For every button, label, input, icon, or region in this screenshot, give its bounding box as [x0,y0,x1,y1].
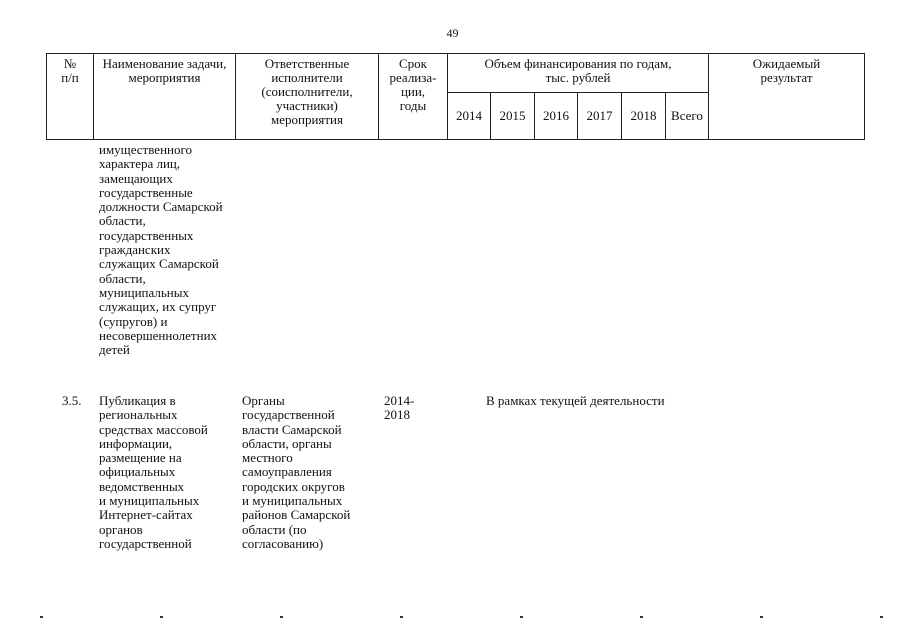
header-funding: Объем финансирования по годам, тыс. рублей [448,54,709,93]
header-year-2016: 2016 [535,93,578,140]
row-3-5-executors: Органы государственной власти Самарской области, органы местного самоуправления городских округов и муниципальных районов Самарской области (по согласованию) [242,393,351,551]
row-3-5-name: Публикация в региональных средствах массовой информации, размещение на официальных ведомственных и муниципальных Интернет-сайтах органов государственной [99,393,208,551]
header-year-2017: 2017 [578,93,622,140]
header-name: Наименование задачи, мероприятия [94,54,236,140]
header-num: № п/п [47,54,94,140]
header-year-total: Всего [666,93,709,140]
header-year-2015: 2015 [491,93,535,140]
page-number: 49 [446,26,459,40]
header-result: Ожидаемый результат [709,54,865,140]
table-header [46,53,865,140]
row-3-5-funding: В рамках текущей деятельности [486,393,665,408]
header-term: Срок реализа- ции, годы [379,54,448,140]
row-3-5-num: 3.5. [62,393,82,408]
row-3-5-term: 2014- 2018 [384,393,415,423]
scan-artifacts [0,612,905,620]
header-year-2014: 2014 [448,93,491,140]
header-year-2018: 2018 [622,93,666,140]
header-executors: Ответственные исполнители (соисполнители, участники) мероприятия [236,54,379,140]
row-continued-name: имущественного характера лиц, замещающих государственные должности Самарской области, государственных гражданских служащих Самарской области, муниципальных служащих, их супруг (супругов) и несовершеннолетних детей [99,142,223,358]
